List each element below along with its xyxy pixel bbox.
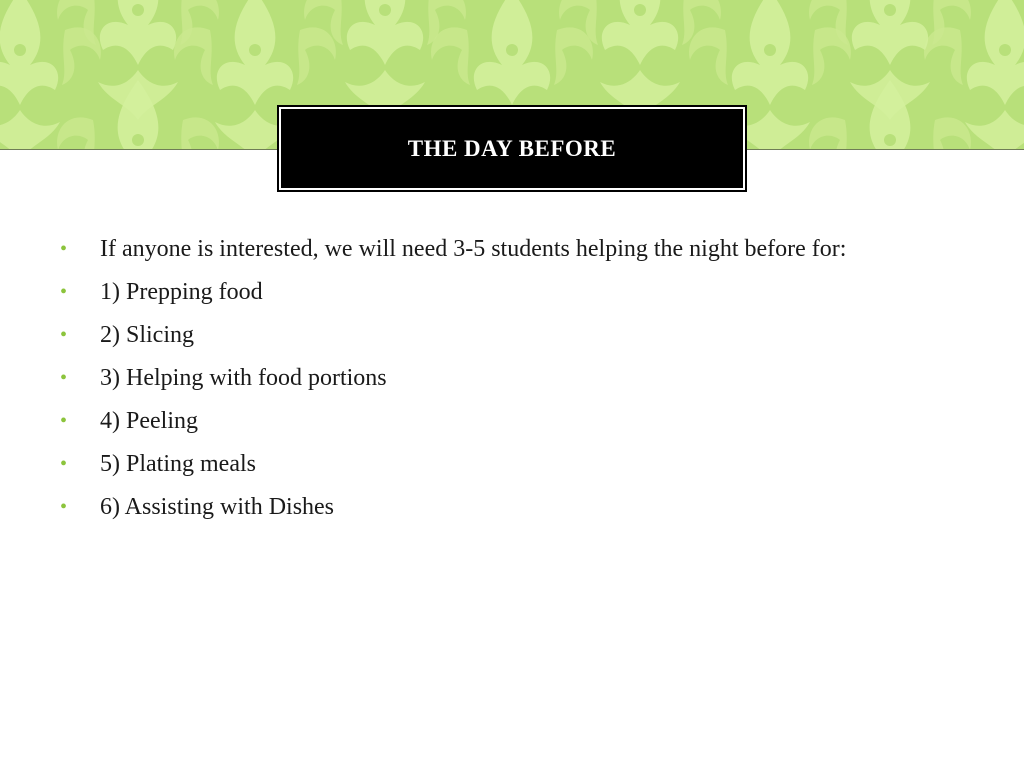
list-item bbox=[60, 275, 960, 309]
bullet-dot-icon: • bbox=[60, 453, 68, 475]
bullet-text: 2) Slicing bbox=[100, 322, 194, 348]
bullet-dot-icon: • bbox=[60, 367, 68, 389]
bullet-list bbox=[60, 232, 960, 533]
bullet-dot-icon: • bbox=[60, 238, 68, 260]
title-frame bbox=[277, 105, 747, 192]
list-item bbox=[60, 447, 960, 481]
bullet-text: If anyone is interested, we will need 3-5 students helping the night before for: bbox=[100, 236, 847, 262]
title-background bbox=[281, 109, 743, 188]
list-item bbox=[60, 404, 960, 438]
bullet-text: 4) Peeling bbox=[100, 408, 198, 434]
list-item bbox=[60, 318, 960, 352]
bullet-dot-icon: • bbox=[60, 496, 68, 518]
bullet-dot-icon: • bbox=[60, 324, 68, 346]
list-item bbox=[60, 361, 960, 395]
bullet-text: 1) Prepping food bbox=[100, 279, 263, 305]
list-item bbox=[60, 232, 960, 266]
bullet-text: 6) Assisting with Dishes bbox=[100, 494, 335, 520]
slide-title: THE DAY BEFORE bbox=[407, 135, 617, 161]
bullet-dot-icon: • bbox=[60, 281, 68, 303]
bullet-dot-icon: • bbox=[60, 410, 68, 432]
bullet-text: 3) Helping with food portions bbox=[100, 365, 387, 391]
list-item bbox=[60, 490, 960, 524]
bullet-text: 5) Plating meals bbox=[100, 451, 256, 477]
